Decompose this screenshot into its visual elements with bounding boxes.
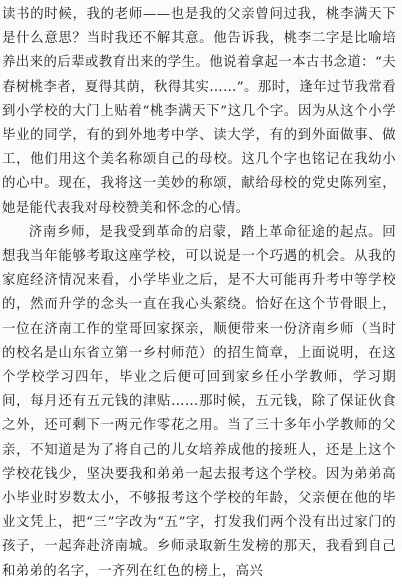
paragraph-2: 济南乡师，是我受到革命的启蒙，踏上革命征途的起点。回想我当年能够考取这座学校，可以说是一个巧遇的机会。从我的家庭经济情况来看，小学毕业之后，是不大可能再升考中等学校的，然而升学的念头一直在我心头萦绕。恰好在这个节骨眼上，一位在济南工作的堂哥回家探亲，顺便带来一份济南乡师（当时的校名是山东省立第一乡村师范）的招生简章，上面说明，在这个学校学习四年，毕业之后便可回到家乡任小学教师，学习期间，每月还有五元钱的津贴……那时候，五元钱，除了保证伙食之外，还可剩下一两元作零花之用。当了三十多年小学教师的父亲，不知道是为了将自己的儿女培养成他的接班人，还是上这个学校花钱少，坚决要我和弟弟一起去报考这个学校。因为弟弟高小毕业时岁数太小，不够报考这个学校的年龄，父亲便在他的毕业文凭上，把“三”字改为“五”字，打发我们两个没有出过家门的孩子，一起奔赴济南城。乡师录取新生发榜的那天，我看到自己和弟弟的名字，一齐列在红色的榜上，高兴 (2, 224, 396, 579)
paragraph-1: 读书的时候，我的老师——也是我的父亲曾问过我，桃李满天下是什么意思？当时我还不解其意。他告诉我，桃李二字是比喻培养出来的后辈或教育出来的学生。他说着拿起一本古书念道：“夫春树桃李者，夏得其荫，秋得其实……”。那时，逢年过节我常看到小学校的大门上贴着“桃李满天下”这几个字。因为从这个小学毕业的同学，有的到外地考中学、读大学，有的到外面做事、做工，他们用这个美名称颂自己的母校。这几个字也铭记在我幼小的心中。现在，我将这一美妙的称颂，献给母校的党史陈列室，她是能代表我对母校赞美和怀念的心情。 (2, 7, 396, 216)
